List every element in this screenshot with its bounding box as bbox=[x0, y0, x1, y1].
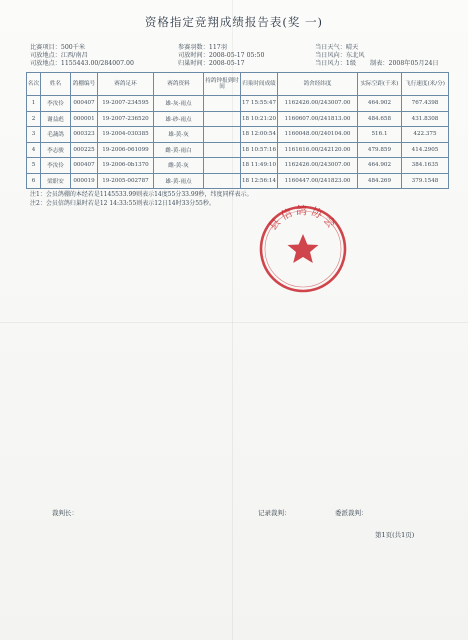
cell-return-time: 18 12:00:54 bbox=[241, 127, 278, 143]
cell-return-time: 18 12:56:14 bbox=[241, 173, 278, 189]
cell-clock-time bbox=[204, 96, 241, 112]
cell-coords: 1160447.00/241823.00 bbox=[278, 173, 358, 189]
info-release-coords: 司放地点：1155443.00/284007.00 bbox=[30, 60, 134, 67]
col-header-ring: 赛鸽足环 bbox=[98, 73, 154, 96]
cell-pigeon-info: 雌-黄-灰 bbox=[154, 158, 204, 174]
cell-rank: 2 bbox=[27, 111, 41, 127]
col-header-pigeon-info: 赛鸽资料 bbox=[154, 73, 204, 96]
col-header-loft-id: 鸽棚编号 bbox=[71, 73, 98, 96]
cell-speed: 422.375 bbox=[402, 127, 449, 143]
cell-distance: 484.269 bbox=[358, 173, 402, 189]
cell-speed: 384.1635 bbox=[402, 158, 449, 174]
cell-name: 李汝伶 bbox=[41, 158, 71, 174]
table-header-row bbox=[27, 73, 449, 96]
col-header-name: 姓名 bbox=[41, 73, 71, 96]
cell-rank: 4 bbox=[27, 142, 41, 158]
cell-name: 李志骏 bbox=[41, 142, 71, 158]
cell-coords: 1162426.00/243007.00 bbox=[278, 96, 358, 112]
cell-ring: 19-2007-234595 bbox=[98, 96, 154, 112]
cell-coords: 1160048.00/240104.00 bbox=[278, 127, 358, 143]
info-weather: 当日天气：晴天 bbox=[315, 44, 359, 51]
cell-rank: 6 bbox=[27, 173, 41, 189]
table-row bbox=[27, 127, 449, 143]
info-wind-direction: 当日风向：东北风 bbox=[315, 52, 365, 59]
cell-ring: 19-2005-002787 bbox=[98, 173, 154, 189]
col-header-coords: 鸽舍经纬度 bbox=[278, 73, 358, 96]
cell-distance: 516.1 bbox=[358, 127, 402, 143]
cell-speed: 767.4398 bbox=[402, 96, 449, 112]
cell-coords: 1161616.00/242120.00 bbox=[278, 142, 358, 158]
cell-distance: 484.658 bbox=[358, 111, 402, 127]
cell-pigeon-info: 雄-灰-雨点 bbox=[154, 96, 204, 112]
seal-text: 县信鸽协会 bbox=[266, 204, 340, 233]
cell-speed: 431.8308 bbox=[402, 111, 449, 127]
cell-ring: 19-2006-0b1370 bbox=[98, 158, 154, 174]
cell-ring: 19-2006-061099 bbox=[98, 142, 154, 158]
cell-pigeon-info: 雄-砂-雨点 bbox=[154, 111, 204, 127]
col-header-return-time: 归巢时间成绩 bbox=[241, 73, 278, 96]
cell-loft-id: 000323 bbox=[71, 127, 98, 143]
cell-loft-id: 000001 bbox=[71, 111, 98, 127]
cell-clock-time bbox=[204, 111, 241, 127]
fold-line-horizontal bbox=[0, 322, 468, 323]
notes-block bbox=[30, 190, 253, 208]
cell-rank: 5 bbox=[27, 158, 41, 174]
table-row bbox=[27, 173, 449, 189]
cell-loft-id: 000407 bbox=[71, 96, 98, 112]
cell-clock-time bbox=[204, 158, 241, 174]
svg-text:县信鸽协会 bbox=[266, 204, 340, 233]
cell-pigeon-info: 雄-黄-灰 bbox=[154, 127, 204, 143]
delegate-label: 委派裁判： bbox=[335, 509, 368, 517]
cell-loft-id: 000019 bbox=[71, 173, 98, 189]
cell-coords: 1160607.00/241813.00 bbox=[278, 111, 358, 127]
recorder-label: 记录裁判： bbox=[258, 509, 291, 517]
info-report-date: 制表：2008年05月24日 bbox=[370, 60, 439, 67]
referee-label: 裁判长： bbox=[52, 509, 78, 517]
cell-clock-time bbox=[204, 173, 241, 189]
cell-return-time: 18 11:49:10 bbox=[241, 158, 278, 174]
col-header-rank: 名次 bbox=[27, 73, 41, 96]
cell-clock-time bbox=[204, 127, 241, 143]
cell-clock-time bbox=[204, 142, 241, 158]
cell-name: 梁职安 bbox=[41, 173, 71, 189]
cell-pigeon-info: 雌-黄-雨白 bbox=[154, 142, 204, 158]
cell-rank: 3 bbox=[27, 127, 41, 143]
cell-return-time: 18 10:21:20 bbox=[241, 111, 278, 127]
info-release-time: 司放时间：2008-05-17 05:50 bbox=[178, 52, 265, 59]
table-row bbox=[27, 111, 449, 127]
cell-loft-id: 000407 bbox=[71, 158, 98, 174]
info-wind-force: 当日风力：1级 bbox=[315, 60, 357, 67]
note-line-1: 注1：会员鸽棚的本经若是1145533.99则表示14度55分33.99秒，纬度同样表示。 bbox=[30, 191, 253, 198]
table-row bbox=[27, 158, 449, 174]
cell-coords: 1162426.00/243007.00 bbox=[278, 158, 358, 174]
info-event: 比赛项目：500千米 bbox=[30, 44, 86, 51]
table-row bbox=[27, 96, 449, 112]
info-release-place: 司放地点：江西/南昌 bbox=[30, 52, 88, 59]
cell-name: 谢益彪 bbox=[41, 111, 71, 127]
cell-pigeon-info: 雄-黄-雨点 bbox=[154, 173, 204, 189]
cell-loft-id: 000225 bbox=[71, 142, 98, 158]
cell-rank: 1 bbox=[27, 96, 41, 112]
table-row bbox=[27, 142, 449, 158]
col-header-distance: 实际空距(千米) bbox=[358, 73, 402, 96]
cell-return-time: 18 10:57:16 bbox=[241, 142, 278, 158]
page-number: 第1页(共1页) bbox=[375, 531, 415, 539]
report-title: 资格指定竞翔成绩报告表(奖 一) bbox=[144, 15, 324, 29]
cell-name: 毛蔬鸽 bbox=[41, 127, 71, 143]
cell-speed: 379.1548 bbox=[402, 173, 449, 189]
note-line-2: 注2：会员信鸽归巢时若是12 14:33:55则表示12日14时33分55秒。 bbox=[30, 200, 215, 207]
col-header-clock-time: 持鸽钟报到时间 bbox=[204, 73, 241, 96]
cell-speed: 414.2905 bbox=[402, 142, 449, 158]
cell-distance: 479.859 bbox=[358, 142, 402, 158]
cell-distance: 464.902 bbox=[358, 96, 402, 112]
results-table bbox=[26, 72, 449, 189]
cell-return-time: 17 15:55:47 bbox=[241, 96, 278, 112]
association-seal-icon bbox=[258, 204, 348, 294]
cell-ring: 19-2007-236520 bbox=[98, 111, 154, 127]
col-header-speed: 飞行速度(米/分) bbox=[402, 73, 449, 96]
cell-name: 李汝伶 bbox=[41, 96, 71, 112]
info-return-time: 归巢时间：2008-05-17 bbox=[178, 60, 245, 67]
cell-ring: 19-2004-030385 bbox=[98, 127, 154, 143]
cell-distance: 464.902 bbox=[358, 158, 402, 174]
info-entries: 参赛羽数：117羽 bbox=[178, 44, 227, 51]
